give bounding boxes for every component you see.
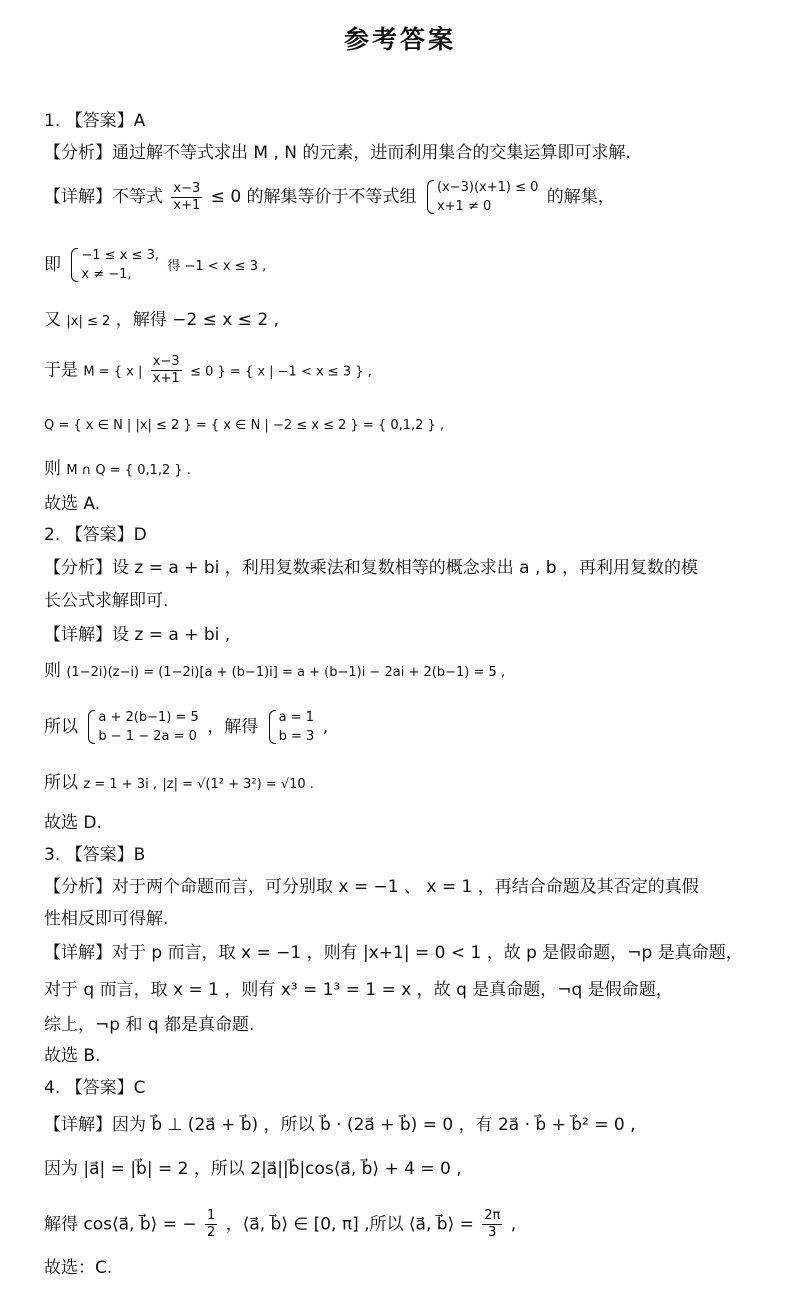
q2-d3-text-a: 所以 [44, 717, 78, 737]
q3-detail-2: 对于 q 而言，取 x = 1 ，则有 x³ = 1³ = 1 = x ，故 q 是真命题，¬q 是假命题， [44, 980, 673, 1000]
q2-d3-system-1: a + 2(b−1) = 5 b − 1 − 2a = 0 [86, 708, 198, 746]
q4-answer: 4. 【答案】C [44, 1078, 146, 1098]
q3-analysis-1: 【分析】对于两个命题而言，可分别取 x = −1 、 x = 1 ，再结合命题及其否定的真假 [44, 877, 699, 897]
q2-detail-1: 【详解】设 z = a + bi , [44, 625, 231, 645]
q4-d3-text-c: , [510, 1214, 517, 1235]
q2-d2-text-a: 则 [44, 661, 61, 681]
q1-detail-6 [44, 458, 191, 482]
q2-analysis-1: 【分析】设 z = a + bi ，利用复数乘法和复数相等的概念求出 a , b ，再利用复数的模 [44, 558, 698, 578]
q2-analysis-2: 长公式求解即可. [44, 591, 169, 611]
q1-d3-text-a: 又 [44, 310, 61, 330]
q1-d6-result: M ∩ Q = { 0,1,2 } . [66, 463, 191, 478]
q2-d2-equation: (1−2i)(z−i) = (1−2i)[a + (b−1)i] = a + (b−1)i − 2ai + 2(b−1) = 5 , [66, 665, 505, 680]
q1-d6-text-a: 则 [44, 459, 61, 479]
q2-d3-text-c: , [322, 717, 329, 737]
q1-d2-system: −1 ≤ x ≤ 3, x ≠ −1, [69, 246, 159, 284]
q3-analysis-2: 性相反即可得解. [44, 909, 169, 929]
q2-detail-4 [44, 772, 314, 796]
q4-detail-1: 【详解】因为 b⃗ ⊥ (2a⃗ + b⃗) ，所以 b⃗ · (2a⃗ + b⃗) = 0 ，有 2a⃗ · b⃗ + b⃗² = 0 , [44, 1115, 636, 1135]
q2-detail-3 [44, 708, 328, 746]
q1-detail-1 [44, 178, 615, 216]
q3-detail-1: 【详解】对于 p 而言，取 x = −1 ，则有 |x+1| = 0 < 1 ，故 p 是假命题，¬p 是真命题， [44, 943, 743, 963]
q1-choice: 故选 A. [44, 494, 101, 514]
q1-analysis: 【分析】通过解不等式求出 M , N 的元素，进而利用集合的交集运算即可求解. [44, 143, 631, 163]
q1-detail-4 [44, 354, 372, 387]
q1-d4-set-start: M = { x | [83, 364, 143, 380]
page-title: 参考答案 [343, 25, 456, 54]
q2-choice: 故选 D. [44, 813, 102, 833]
q1-detail-3 [44, 309, 279, 333]
q4-choice: 故选：C. [44, 1258, 113, 1278]
q1-detail-5: Q = { x ∈ N | |x| ≤ 2 } = { x ∈ N | −2 ≤ x ≤ 2 } = { 0,1,2 } , [44, 418, 445, 433]
q3-detail-3: 综上，¬p 和 q 都是真命题. [44, 1015, 255, 1035]
q3-choice: 故选 B. [44, 1046, 101, 1066]
q1-detail-2 [44, 246, 266, 284]
q1-answer: 1. 【答案】A [44, 111, 146, 131]
q1-d2-text-b: 得 −1 < x ≤ 3 , [167, 259, 267, 274]
q2-d4-modulus: |z| = √(1² + 3²) = √10 . [162, 777, 314, 792]
q2-answer: 2. 【答案】D [44, 525, 147, 545]
q2-d3-system-2: a = 1 b = 3 [267, 708, 315, 746]
q4-d3-text-a: 解得 cos⟨a⃗, b⃗⟩ = − [44, 1214, 197, 1235]
q1-d4-text-a: 于是 [44, 360, 78, 381]
q1-d3-text-c: ，解得 −2 ≤ x ≤ 2 , [115, 310, 279, 330]
q1-d2-text-a: 即 [44, 255, 61, 275]
q4-detail-3 [44, 1208, 516, 1241]
q2-d4-z: z = 1 + 3i , [83, 777, 157, 792]
q1-d3-abs: |x| ≤ 2 [66, 314, 111, 329]
q1-d4-set-end: ≤ 0 } = { x | −1 < x ≤ 3 } , [190, 364, 372, 380]
q1-d1-text-b: ≤ 0 的解集等价于不等式组 [210, 187, 417, 207]
q4-d3-fraction-1: $\frac{1}{2}$ [207, 1208, 216, 1240]
q2-d4-text-a: 所以 [44, 773, 78, 793]
q4-d3-text-b: ，⟨a⃗, b⃗⟩ ∈ [0, π] ,所以 ⟨a⃗, b⃗⟩ = [225, 1214, 474, 1235]
q1-d1-fraction: $\frac{x-3}{x+1}$ [173, 180, 201, 213]
q4-detail-2: 因为 |a⃗| = |b⃗| = 2 ，所以 2|a⃗||b⃗|cos⟨a⃗, b⃗⟩ + 4 = 0 , [44, 1159, 462, 1179]
q1-d1-text-a: 【详解】不等式 [44, 187, 163, 207]
q1-d1-text-c: 的解集， [546, 187, 615, 207]
q2-detail-2 [44, 660, 505, 684]
q1-d1-system: (x−3)(x+1) ≤ 0 x+1 ≠ 0 [425, 178, 538, 216]
q3-answer: 3. 【答案】B [44, 845, 146, 865]
q2-d3-text-b: ，解得 [207, 717, 259, 737]
q1-d4-fraction: $\frac{x-3}{x+1}$ [152, 354, 180, 386]
q4-d3-fraction-2: $\frac{2\pi}{3}$ [484, 1208, 501, 1240]
